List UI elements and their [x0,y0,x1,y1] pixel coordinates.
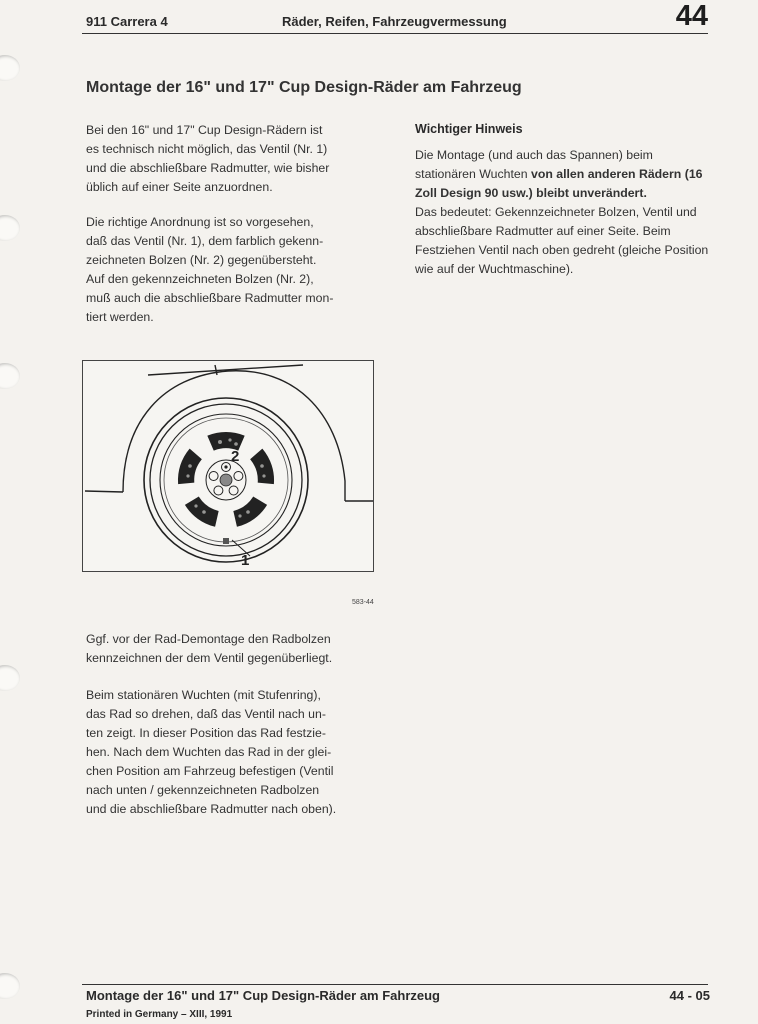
note-body [415,146,715,279]
balancing-paragraph: Beim stationären Wuchten (mit Stufenring), das Rad so drehen, daß das Ventil nach un- ten zeigt. In dieser Position das Rad festzie- hen. Nach dem Wuchten das Rad in der glei- chen Position am Fahrzeug befestigen (Ventil nach unten / gekennzeichneten Radbolzen und die abschließbare Radmutter nach oben). [86,688,337,816]
figure-label-bolt: 2 [231,448,240,465]
wheel-illustration [83,361,373,571]
wheel-bolt [234,472,243,481]
punch-hole [0,363,20,389]
header-group-number: 44 [675,0,708,32]
note-text: Die Montage (und auch das Spannen) beim stationären Wuchten [415,148,653,181]
footer-rule [82,984,708,985]
wheel-figure [82,360,374,572]
footer-printed: Printed in Germany – XIII, 1991 [86,1009,233,1020]
removal-paragraph: Ggf. vor der Rad-Demontage den Radbolzen kennzeichnen der dem Ventil gegenüberliegt. [86,632,333,665]
wheel-bolt [209,472,218,481]
valve-stem [223,538,229,544]
note-paragraph-2: Das bedeutet: Gekennzeichneter Bolzen, Ventil und abschließbare Radmutter auf einer Seite. Beim Festziehen Ventil nach oben gedreht (gleiche Position wie auf der Wuchtmaschine). [415,205,709,276]
page-title: Montage der 16" und 17" Cup Design-Räder am Fahrzeug [86,79,522,96]
center-cap-crest [220,474,232,486]
arrangement-paragraph: Die richtige Anordnung ist so vorgesehen, daß das Ventil (Nr. 1), dem farblich gekenn- zeichneten Bolzen (Nr. 2) gegenübersteht. Auf den gekennzeichneten Bolzen (Nr. 2), muß auch die abschließbare Radmutter mon- tiert werden. [86,215,334,324]
footer-title: Montage der 16" und 17" Cup Design-Räder am Fahrzeug [86,988,440,1003]
body-contour [215,365,217,375]
wheel-arch-line [85,491,123,492]
footer-page-number: 44 - 05 [669,988,710,1003]
wheel-bolt [229,486,238,495]
header-model: 911 Carrera 4 [86,14,168,29]
note-emphasis: von allen anderen Rädern (16 Zoll Design 90 usw.) bleibt unverändert. [415,167,703,200]
intro-paragraph: Bei den 16" und 17" Cup Design-Rädern ist es technisch nicht möglich, das Ventil (Nr. 1) und die abschließbare Radmutter, wie bisher üblich auf einer Seite anzuordnen. [86,123,330,194]
wheel-bolt [214,486,223,495]
punch-hole [0,665,20,691]
punch-hole [0,973,20,999]
figure-label-valve: 1 [241,552,250,569]
note-paragraph-1 [415,146,715,203]
header-section: Räder, Reifen, Fahrzeugvermessung [282,14,507,29]
note-heading: Wichtiger Hinweis [415,122,523,136]
header-rule [82,33,708,34]
punch-hole [0,55,20,81]
punch-hole [0,215,20,241]
figure-code: 583-44 [352,599,374,606]
body-contour [148,365,303,375]
